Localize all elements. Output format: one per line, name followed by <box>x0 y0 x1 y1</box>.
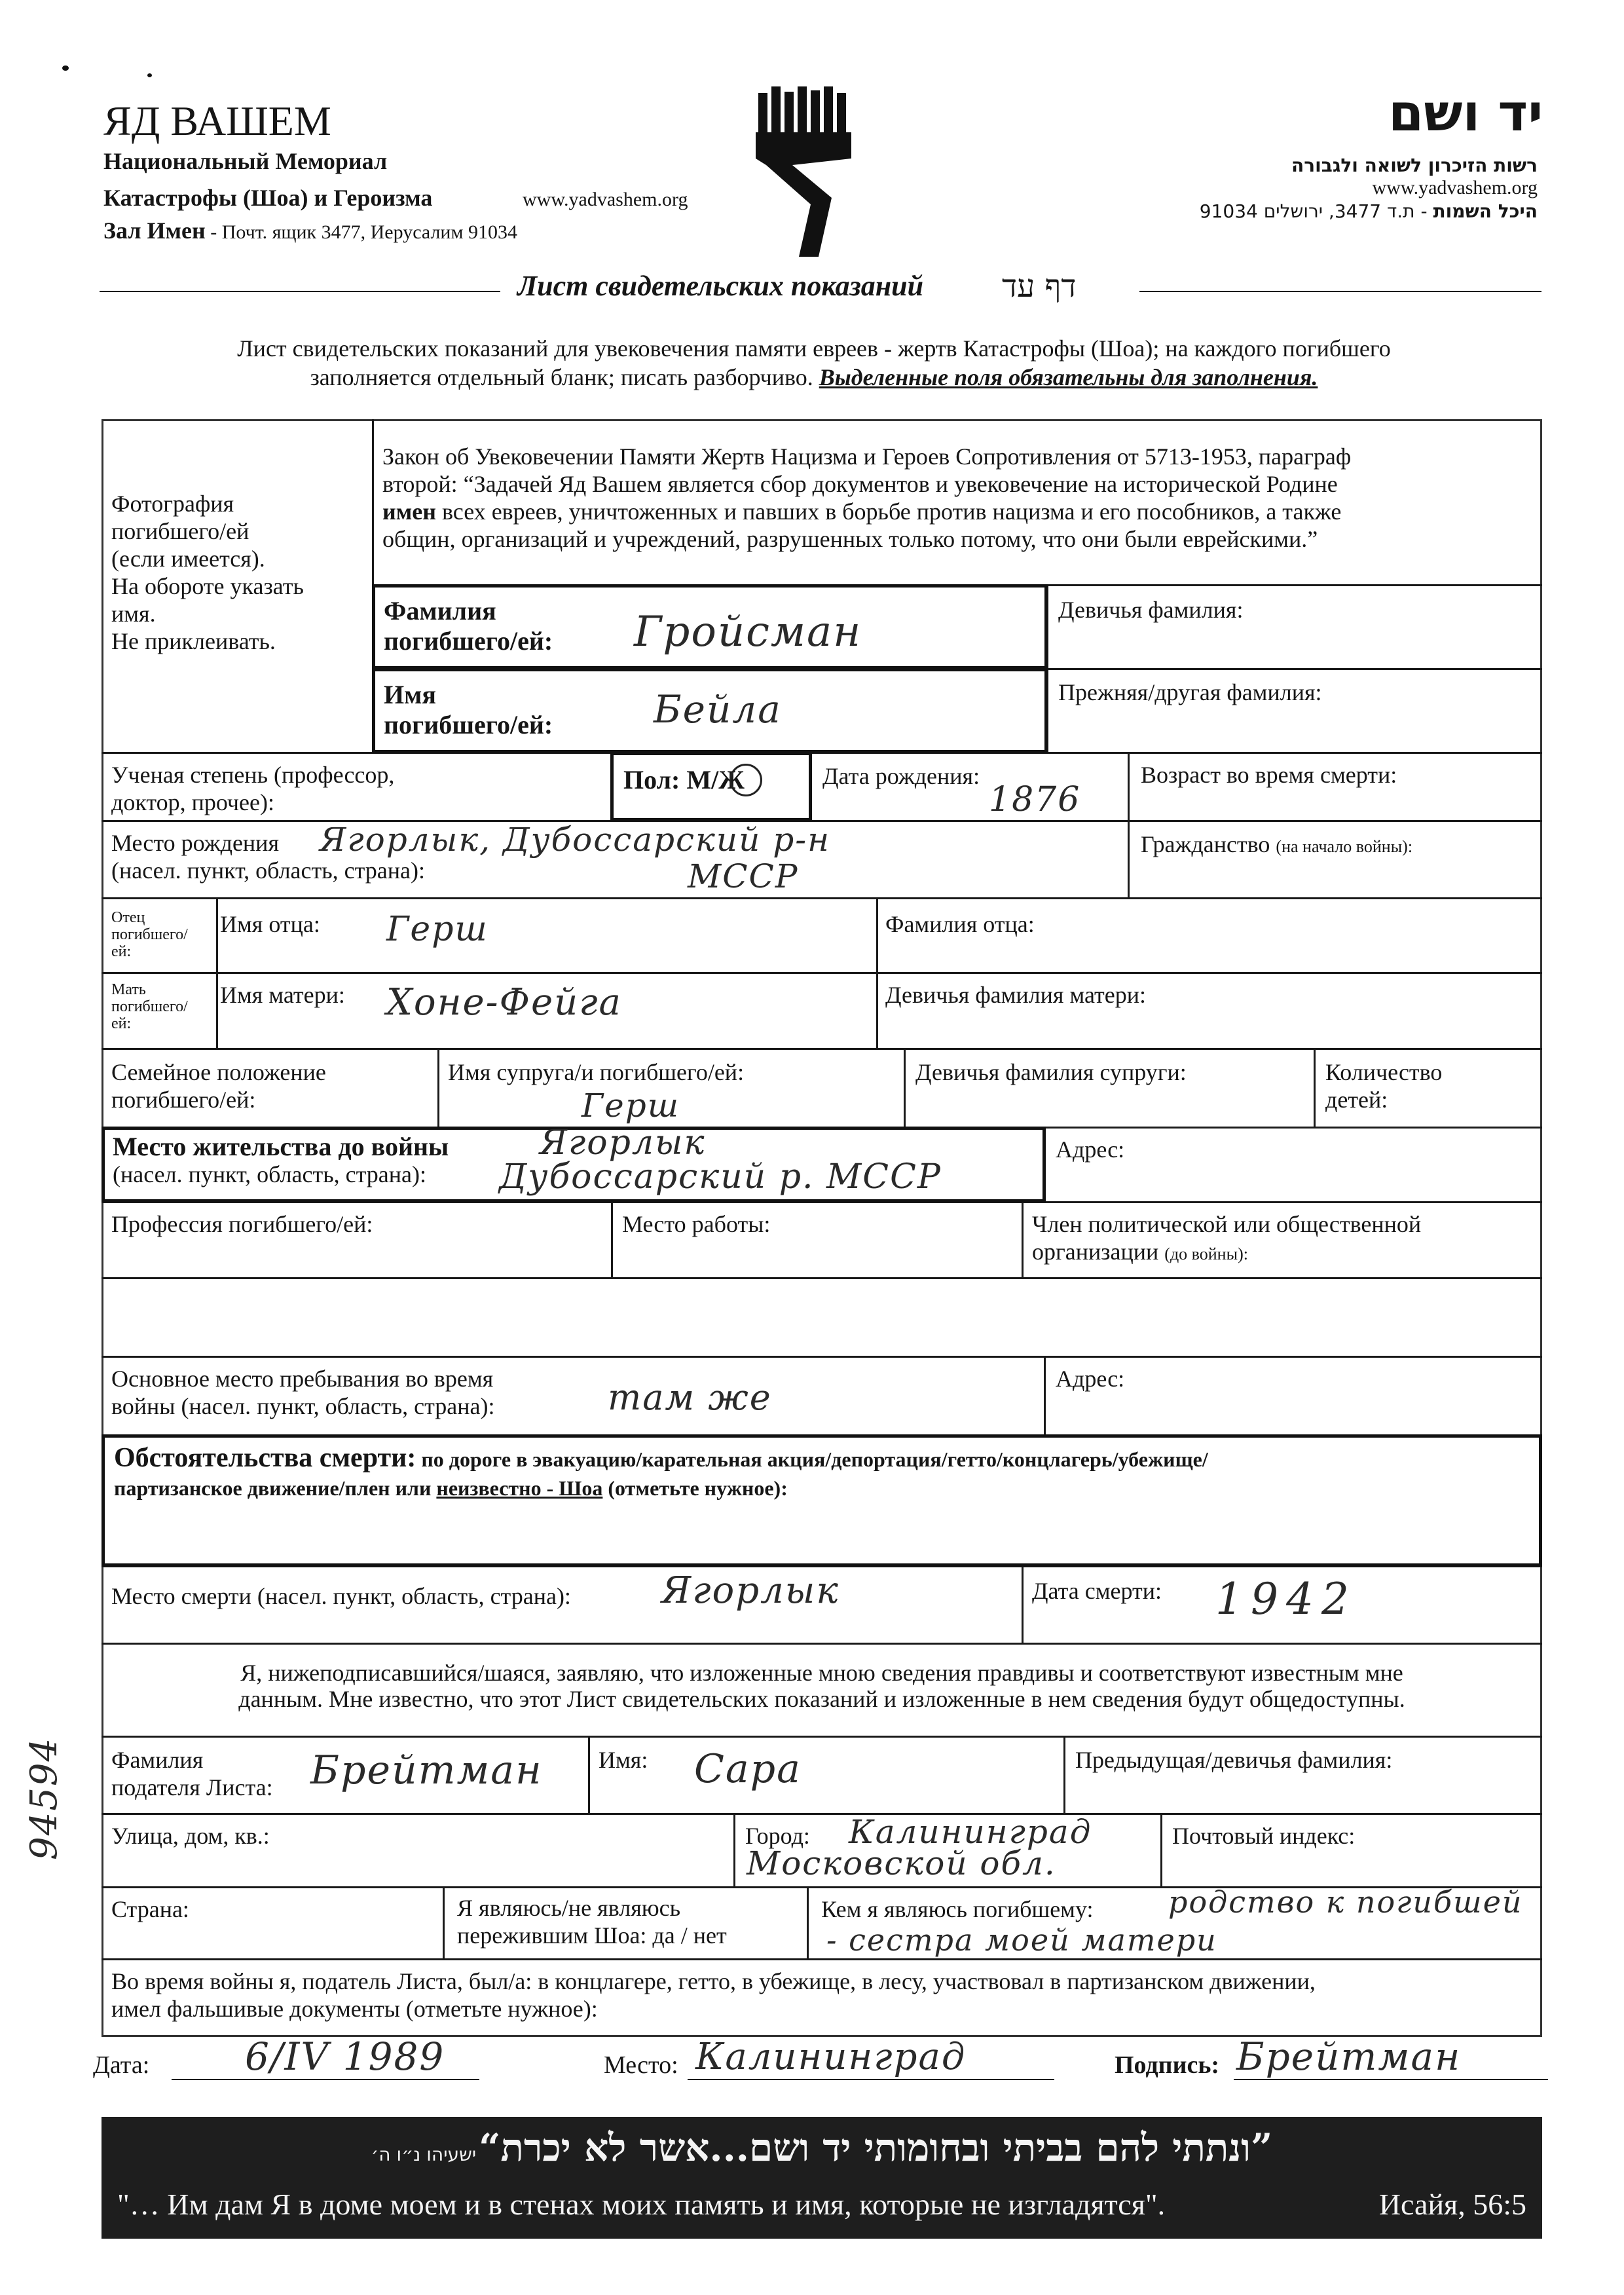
authority-he: רשות הזיכרון לשואה ולגבורה <box>1291 155 1538 176</box>
residence-value-1[interactable]: Ягорлык <box>540 1123 706 1163</box>
footer-hebrew-quote <box>101 2125 1542 2171</box>
sex-label[interactable]: Пол: М/Ж <box>623 765 745 794</box>
birthplace-label-1: Место рождения <box>111 830 280 856</box>
residence-label <box>113 1133 449 1188</box>
relation-label: Кем я являюсь погибшему: <box>821 1896 1094 1922</box>
intro-line2-text: заполняется отдельный бланк; писать разборчиво. <box>310 364 813 390</box>
hr <box>101 1048 1542 1050</box>
surname-label-2: погибшего/ей: <box>384 626 553 656</box>
intro-line1: Лист свидетельских показаний для увековечения памяти евреев - жертв Катастрофы (Шоа); на каждого погибшего <box>237 335 1391 362</box>
declaration <box>105 1660 1539 1712</box>
vr <box>876 897 878 1049</box>
degree-label-1: Ученая степень (профессор, <box>111 762 395 788</box>
vr <box>611 1201 613 1277</box>
declaration-line-1: Я, нижеподписавшийся/шаяся, заявляю, что изложенные мною сведения правдивы и соответствуют известным мне <box>240 1660 1403 1686</box>
hr <box>101 1736 1542 1738</box>
submitter-wartime-line-1: Во время войны я, податель Листа, был/а: в концлагере, гетто, в убежище, в лесу, участвовал в партизанском движении, <box>111 1968 1316 1994</box>
title-rule-right <box>1139 291 1541 292</box>
law-line-4: общин, организаций и учреждений, разрушенных только потому, что они были еврейскими.” <box>382 526 1318 552</box>
surname-value[interactable]: Гройсман <box>634 608 862 656</box>
birthplace-value-1[interactable]: Ягорлык, Дубоссарский р-н <box>320 821 831 859</box>
circumstances-options-2a: партизанское движение/плен или <box>114 1476 437 1500</box>
footer-russian-text: "… Им дам Я в доме моем и в стенах моих память и имя, которые не изгладятся". <box>117 2188 1166 2221</box>
mother-tag <box>111 981 188 1032</box>
vr <box>216 897 218 1049</box>
submitter-wartime-line-2: имел фальшивые документы (отметьте нужное): <box>111 1996 598 2022</box>
photo-text-1: Фотография <box>111 491 234 517</box>
hr <box>101 972 1542 974</box>
firstname-value[interactable]: Бейла <box>654 687 782 732</box>
photo-text-4: На обороте указать <box>111 573 304 599</box>
signature-line <box>1234 2079 1548 2080</box>
vr <box>1160 1813 1162 1886</box>
residence-value-2[interactable]: Дубоссарский р. МССР <box>499 1157 942 1197</box>
hr <box>101 1356 1542 1358</box>
relation-value-1[interactable]: родство к погибшей <box>1168 1884 1523 1920</box>
place-label: Место: <box>604 2051 678 2079</box>
father-name-value[interactable]: Герш <box>386 910 489 949</box>
circumstances-line-1 <box>114 1444 1535 1474</box>
marital-label-1: Семейное положение <box>111 1059 326 1085</box>
circumstances-options-2c: (отметьте нужное): <box>602 1476 788 1500</box>
vr <box>1022 1565 1024 1643</box>
law-line-2: второй: “Задачей Яд Вашем является сбор документов и увековечение на исторической Родине <box>382 471 1338 497</box>
intro-line2 <box>103 364 1524 390</box>
degree-label <box>111 761 394 816</box>
law-line-3-rest: всех евреев, уничтоженных и павших в борьбе против нацизма и его пособников, а также <box>435 498 1342 525</box>
spouse-value[interactable]: Герш <box>581 1087 680 1125</box>
vr <box>588 1736 590 1813</box>
father-name-label: Имя отца: <box>220 911 320 937</box>
father-tag-3: ей: <box>111 943 132 960</box>
member-label-2: организации <box>1032 1239 1159 1265</box>
date-label: Дата: <box>93 2051 150 2079</box>
vr <box>1063 1736 1065 1813</box>
dob-label: Дата рождения: <box>822 763 980 789</box>
hr <box>101 1958 1542 1960</box>
declaration-line-2: данным. Мне известно, что этот Лист свидетельских показаний и изложенные в нем сведения будут общедоступны. <box>238 1686 1405 1712</box>
citizenship-label-text: Гражданство <box>1141 831 1270 857</box>
member-label-1: Член политической или общественной <box>1032 1211 1422 1237</box>
memorial-line1: Национальный Мемориал <box>103 148 388 174</box>
submitter-surname-label <box>111 1746 273 1801</box>
father-tag <box>111 909 188 960</box>
website-right: www.yadvashem.org <box>1372 177 1538 198</box>
memorial-line2: Катастрофы (Шоа) и Героизма <box>103 185 433 211</box>
workplace-label: Место работы: <box>622 1211 771 1237</box>
city-value-1[interactable]: Калининград <box>849 1813 1092 1851</box>
member-label <box>1032 1210 1421 1268</box>
survivor-label-1: Я являюсь/не являюсь <box>457 1895 681 1921</box>
scan-speck <box>147 73 152 77</box>
circumstances-line-2 <box>114 1474 1535 1502</box>
place-line <box>688 2079 1054 2080</box>
submitter-prev-label: Предыдущая/девичья фамилия: <box>1075 1747 1393 1773</box>
profession-label: Профессия погибшего/ей: <box>111 1211 373 1237</box>
vr <box>437 1048 439 1127</box>
citizenship-label <box>1141 830 1412 861</box>
firstname-label-1: Имя <box>384 680 436 709</box>
form-title: Лист свидетельских показаний <box>517 270 924 302</box>
circumstances-options-1: по дороге в эвакуацию/карательная акция/депортация/гетто/концлагерь/убежище/ <box>416 1447 1208 1471</box>
country-label: Страна: <box>111 1896 189 1922</box>
mother-name-label: Имя матери: <box>220 982 345 1008</box>
zip-label: Почтовый индекс: <box>1172 1823 1356 1849</box>
birthplace-value-2[interactable]: МССР <box>688 857 799 895</box>
footer-quote-band <box>101 2117 1542 2239</box>
submitter-name-value[interactable]: Сара <box>694 1746 802 1792</box>
website-left: www.yadvashem.org <box>523 189 688 210</box>
margin-archive-number: 94594 <box>23 1736 65 1860</box>
wartime-value[interactable]: там же <box>608 1377 772 1418</box>
citizenship-note: (на начало войны): <box>1276 837 1413 856</box>
photo-text-6: Не приклеивать. <box>111 628 276 654</box>
hr <box>101 1643 1542 1645</box>
member-note: (до войны): <box>1164 1244 1248 1263</box>
circumstances-text <box>114 1444 1535 1502</box>
spouse-maiden-label: Девичья фамилия супруги: <box>915 1059 1187 1085</box>
death-date-value[interactable]: 1942 <box>1215 1574 1357 1624</box>
vr <box>733 1813 735 1886</box>
residence-label-2: (насел. пункт, область, страна): <box>113 1161 427 1187</box>
father-tag-1: Отец <box>111 909 145 926</box>
wartime-label <box>111 1365 495 1420</box>
age-label: Возраст во время смерти: <box>1141 762 1397 788</box>
death-place-label: Место смерти (насел. пункт, область, страна): <box>111 1583 571 1609</box>
vr <box>1022 1201 1024 1277</box>
hall-names-label: Зал Имен <box>103 217 206 244</box>
vr <box>1314 1048 1316 1127</box>
children-label-2: детей: <box>1325 1087 1388 1113</box>
vr <box>807 1886 809 1958</box>
marital-label-2: погибшего/ей: <box>111 1087 256 1113</box>
date-value[interactable]: 6/IV 1989 <box>245 2034 445 2079</box>
survivor-label-2: пережившим Шоа: да / нет <box>457 1922 727 1949</box>
submitter-name-label: Имя: <box>599 1747 648 1773</box>
street-label: Улица, дом, кв.: <box>111 1823 270 1849</box>
vr <box>904 1048 906 1127</box>
law-line-3 <box>382 498 1535 525</box>
scan-speck <box>62 65 69 71</box>
surname-label-1: Фамилия <box>384 596 496 625</box>
hr <box>101 897 1542 899</box>
place-value[interactable]: Калининград <box>695 2036 967 2078</box>
firstname-label-2: погибшего/ей: <box>384 710 553 739</box>
org-name-ru: ЯД ВАШЕМ <box>103 98 331 144</box>
submitter-surname-label-2: подателя Листа: <box>111 1774 273 1801</box>
mother-tag-3: ей: <box>111 1015 132 1032</box>
footer-russian-quote <box>117 2186 1526 2223</box>
residence-address-label: Адрес: <box>1056 1136 1125 1163</box>
vr <box>443 1886 445 1958</box>
hr <box>101 1277 1542 1279</box>
law-text <box>382 443 1535 553</box>
footer-hebrew-text: ”ונתתי להם בביתי ובחומותי יד ושם...אשר לא יכרת“ <box>479 2125 1273 2170</box>
menorah-icon <box>756 86 851 257</box>
spouse-label: Имя супруга/и погибшего/ей: <box>448 1059 745 1085</box>
father-tag-2: погибшего/ <box>111 926 188 943</box>
wartime-label-2: войны (насел. пункт, область, страна): <box>111 1393 495 1419</box>
marital-label <box>111 1058 326 1113</box>
birthplace-label-2: (насел. пункт, область, страна): <box>111 857 426 884</box>
law-line-1: Закон об Увековечении Памяти Жертв Нацизма и Героев Сопротивления от 5713-1953, параграф <box>382 443 1352 470</box>
hall-address: - Почт. ящик 3477, Иерусалим 91034 <box>205 221 517 243</box>
circumstances-title: Обстоятельства смерти: <box>114 1443 416 1473</box>
submitter-surname-label-1: Фамилия <box>111 1747 204 1773</box>
mother-name-value[interactable]: Хоне-Фейга <box>386 981 622 1024</box>
dob-value[interactable]: 1876 <box>989 780 1081 819</box>
wartime-address-label: Адрес: <box>1056 1366 1125 1392</box>
vr <box>1044 1356 1046 1434</box>
photo-text-2: погибшего/ей <box>111 518 249 544</box>
date-line <box>172 2079 479 2080</box>
hall-of-names <box>103 217 517 244</box>
degree-label-2: доктор, прочее): <box>111 789 274 815</box>
title-rule-left <box>100 291 500 292</box>
submitter-surname-value[interactable]: Брейтман <box>310 1747 543 1793</box>
mother-tag-1: Мать <box>111 981 146 998</box>
footer-hebrew-ref: ישעיהו נ״ו ה׳ <box>371 2144 477 2165</box>
yad-vashem-logo <box>753 86 858 263</box>
city-value-2[interactable]: Московской обл. <box>747 1844 1056 1882</box>
address-he: - ת.ד 3477, ירושלים 91034 <box>1199 200 1433 222</box>
signature-value[interactable]: Брейтман <box>1236 2034 1462 2079</box>
required-note: Выделенные поля обязательны для заполнения. <box>819 364 1318 390</box>
mother-tag-2: погибшего/ <box>111 998 188 1015</box>
org-name-he: יד ושם <box>1388 84 1543 143</box>
photo-label <box>111 490 304 655</box>
survivor-label <box>457 1894 727 1949</box>
wartime-label-1: Основное место пребывания во время <box>111 1366 494 1392</box>
children-label <box>1325 1058 1442 1113</box>
photo-text-5: имя. <box>111 601 156 627</box>
city-label: Город: <box>745 1823 810 1849</box>
father-surname-label: Фамилия отца: <box>885 911 1035 937</box>
photo-text-3: (если имеется). <box>111 546 265 572</box>
death-place-value[interactable]: Ягорлык <box>661 1569 840 1612</box>
prev-surname-label: Прежняя/другая фамилия: <box>1058 679 1322 705</box>
hr <box>101 1813 1542 1815</box>
signature-label: Подпись: <box>1115 2051 1220 2079</box>
submitter-wartime <box>111 1968 1316 2023</box>
hall-address-he <box>1200 200 1538 222</box>
relation-value-2[interactable]: - сестра моей матери <box>826 1922 1217 1958</box>
law-names-bold: имен <box>382 498 436 525</box>
mother-maiden-label: Девичья фамилия матери: <box>885 982 1147 1008</box>
footer-ref: Исайя, 56:5 <box>1378 2188 1526 2221</box>
sex-circle-mark <box>729 764 762 796</box>
form-title-he: דף עד <box>1002 268 1077 305</box>
death-date-label: Дата смерти: <box>1032 1578 1162 1604</box>
children-label-1: Количество <box>1325 1059 1443 1085</box>
surname-label <box>384 596 553 656</box>
firstname-label <box>384 680 553 740</box>
residence-label-1: Место жительства до войны <box>113 1132 449 1161</box>
circumstances-unknown-shoah: неизвестно - Шоа <box>436 1476 603 1500</box>
maiden-label: Девичья фамилия: <box>1058 597 1244 623</box>
hall-names-he: היכל השמות <box>1433 200 1538 222</box>
vr <box>1128 752 1130 897</box>
